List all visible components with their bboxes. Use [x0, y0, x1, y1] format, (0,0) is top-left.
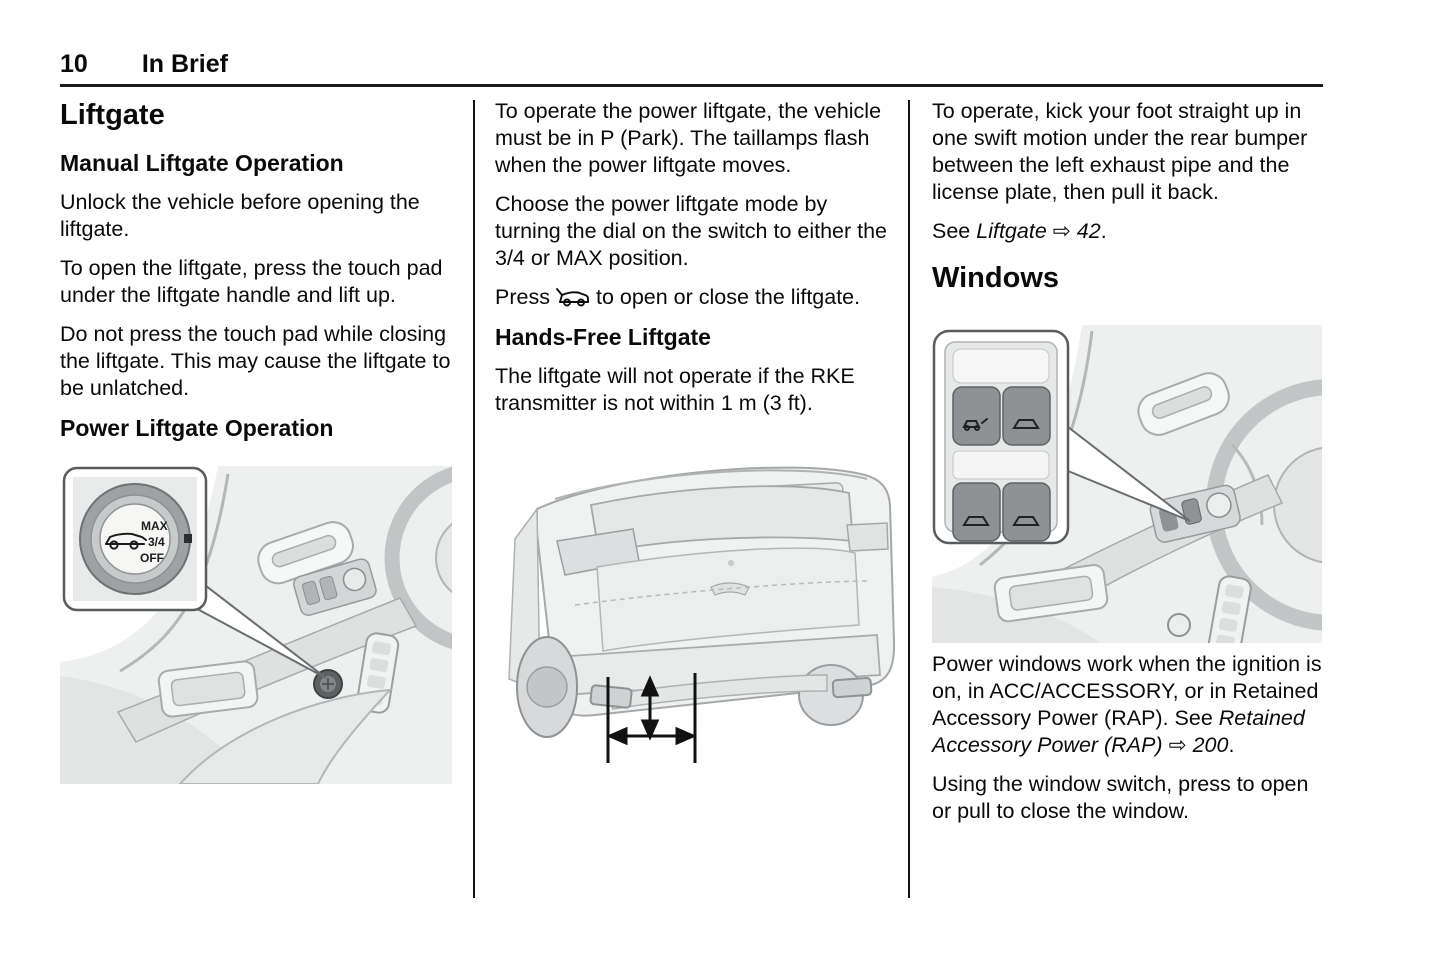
header-rule — [60, 84, 1323, 87]
page-ref-arrow-icon: ⇨ — [1168, 733, 1187, 757]
hands-free-kick-zone-illustration — [495, 429, 905, 764]
see-ref-page: 42 — [1076, 219, 1101, 243]
see-suffix: . — [1100, 219, 1107, 243]
column-divider-1 — [473, 100, 475, 898]
power-liftgate-switch-illustration — [60, 466, 452, 784]
liftgate-dial-inset — [64, 468, 206, 610]
dial-label-off: OFF — [140, 551, 164, 565]
column-3 — [932, 98, 1324, 837]
power-windows-p2: Using the window switch, press to open or pull to close the window. — [932, 772, 1309, 823]
right-exhaust-tip — [832, 678, 871, 698]
page-number: 10 — [60, 50, 88, 78]
rap-ref-page: 200 — [1192, 733, 1229, 757]
power-liftgate-press-line — [495, 284, 895, 311]
power-windows-p1 — [932, 651, 1324, 759]
power-liftgate-button-icon — [555, 284, 591, 308]
page-ref-arrow-icon: ⇨ — [1052, 219, 1071, 243]
column-divider-2 — [908, 100, 910, 898]
hands-free-liftgate-subheading: Hands-Free Liftgate — [495, 324, 711, 350]
manual-liftgate-p3: Do not press the touch pad while closing the liftgate. This may cause the liftgate to be unlatched. — [60, 322, 451, 400]
see-ref-title: Liftgate — [976, 219, 1047, 243]
column-1 — [60, 98, 458, 784]
power-liftgate-p1: To operate the power liftgate, the vehicle must be in P (Park). The taillamps flash when the power liftgate moves. — [495, 99, 882, 177]
press-text-after: to open or close the liftgate. — [595, 285, 861, 309]
power-liftgate-p2: Choose the power liftgate mode by turning the dial on the switch to either the 3/4 or MAX position. — [495, 192, 888, 270]
manual-liftgate-p2: To open the liftgate, press the touch pad under the liftgate handle and lift up. — [60, 256, 443, 307]
hands-free-p2: To operate, kick your foot straight up in one swift motion under the rear bumper between the left exhaust pipe and the license plate, then pull it back. — [932, 99, 1308, 204]
liftgate-heading: Liftgate — [60, 99, 165, 131]
hands-free-p1: The liftgate will not operate if the RKE transmitter is not within 1 m (3 ft). — [495, 364, 855, 415]
window-switches-illustration — [932, 325, 1322, 643]
column-2 — [495, 98, 895, 764]
dial-label-max: MAX — [141, 519, 168, 533]
rap-ref-title: Retained Accessory Power (RAP) — [932, 706, 1305, 757]
power-liftgate-subheading: Power Liftgate Operation — [60, 415, 334, 441]
liftgate-see-reference — [932, 218, 1324, 245]
window-switches-inset — [934, 331, 1068, 543]
left-exhaust-tip — [590, 685, 632, 708]
dial-label-three-quarters: 3/4 — [148, 535, 165, 549]
press-text-before: Press — [495, 285, 550, 309]
manual-liftgate-p1: Unlock the vehicle before opening the liftgate. — [60, 190, 420, 241]
rap-suffix: . — [1228, 733, 1235, 757]
see-prefix: See — [932, 219, 971, 243]
page-header — [60, 50, 228, 79]
manual-liftgate-subheading: Manual Liftgate Operation — [60, 150, 344, 176]
rap-text-before: Power windows work when the ignition is on, in ACC/ACCESSORY, or in Retained Accessory Power (RAP). See — [932, 652, 1322, 730]
windows-heading: Windows — [932, 262, 1060, 294]
section-title: In Brief — [141, 50, 228, 78]
